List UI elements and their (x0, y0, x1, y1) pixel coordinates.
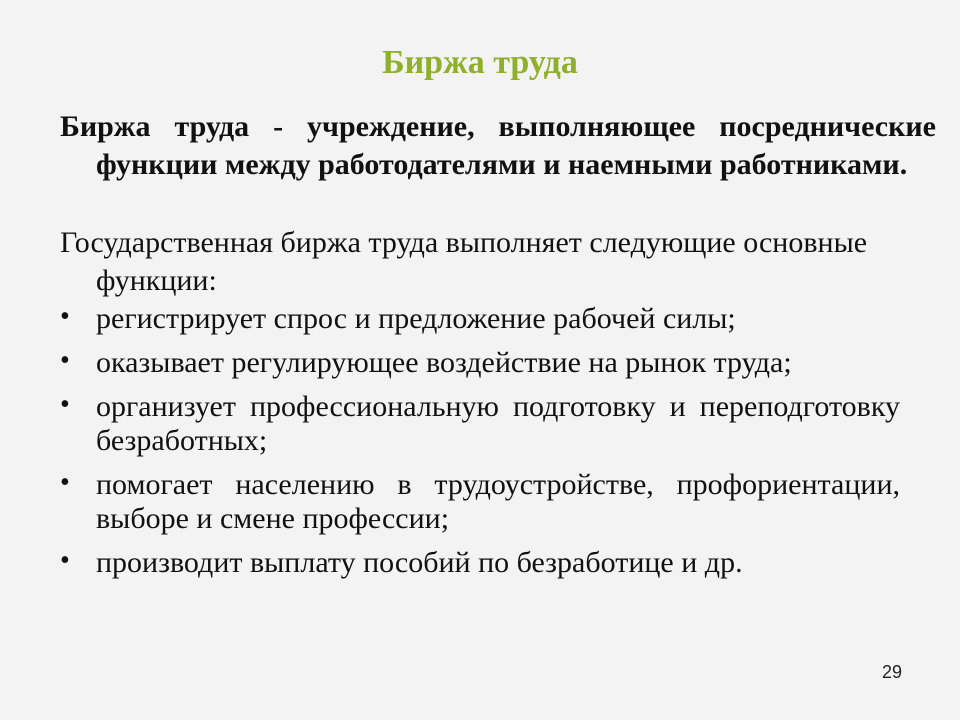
list-item (60, 390, 900, 458)
bullet-icon: • (60, 345, 70, 376)
function-list (60, 302, 900, 590)
page-number: 29 (881, 662, 902, 682)
list-item (60, 302, 900, 336)
list-item (60, 546, 900, 580)
definition-text: Биржа труда - учреждение, выполняющее посреднические функции между работодателями и наемными работниками. (60, 110, 936, 181)
list-item-text: оказывает регулирующее воздействие на рынок труда; (96, 346, 792, 379)
bullet-icon: • (60, 301, 70, 332)
list-item-text: производит выплату пособий по безработице и др. (96, 546, 743, 579)
slide-title: Биржа труда (382, 44, 578, 81)
bullet-icon: • (60, 467, 70, 498)
list-item-text: организует профессиональную подготовку и переподготовку безработных; (96, 390, 900, 457)
intro-text: Государственная биржа труда выполняет следующие основные функции: (60, 226, 868, 297)
bullet-icon: • (60, 545, 70, 576)
list-item (60, 468, 900, 536)
list-item (60, 346, 900, 380)
list-item-text: регистрирует спрос и предложение рабочей силы; (96, 302, 736, 335)
list-item-text: помогает населению в трудоустройстве, профориентации, выборе и смене профессии; (96, 468, 900, 535)
bullet-icon: • (60, 389, 70, 420)
